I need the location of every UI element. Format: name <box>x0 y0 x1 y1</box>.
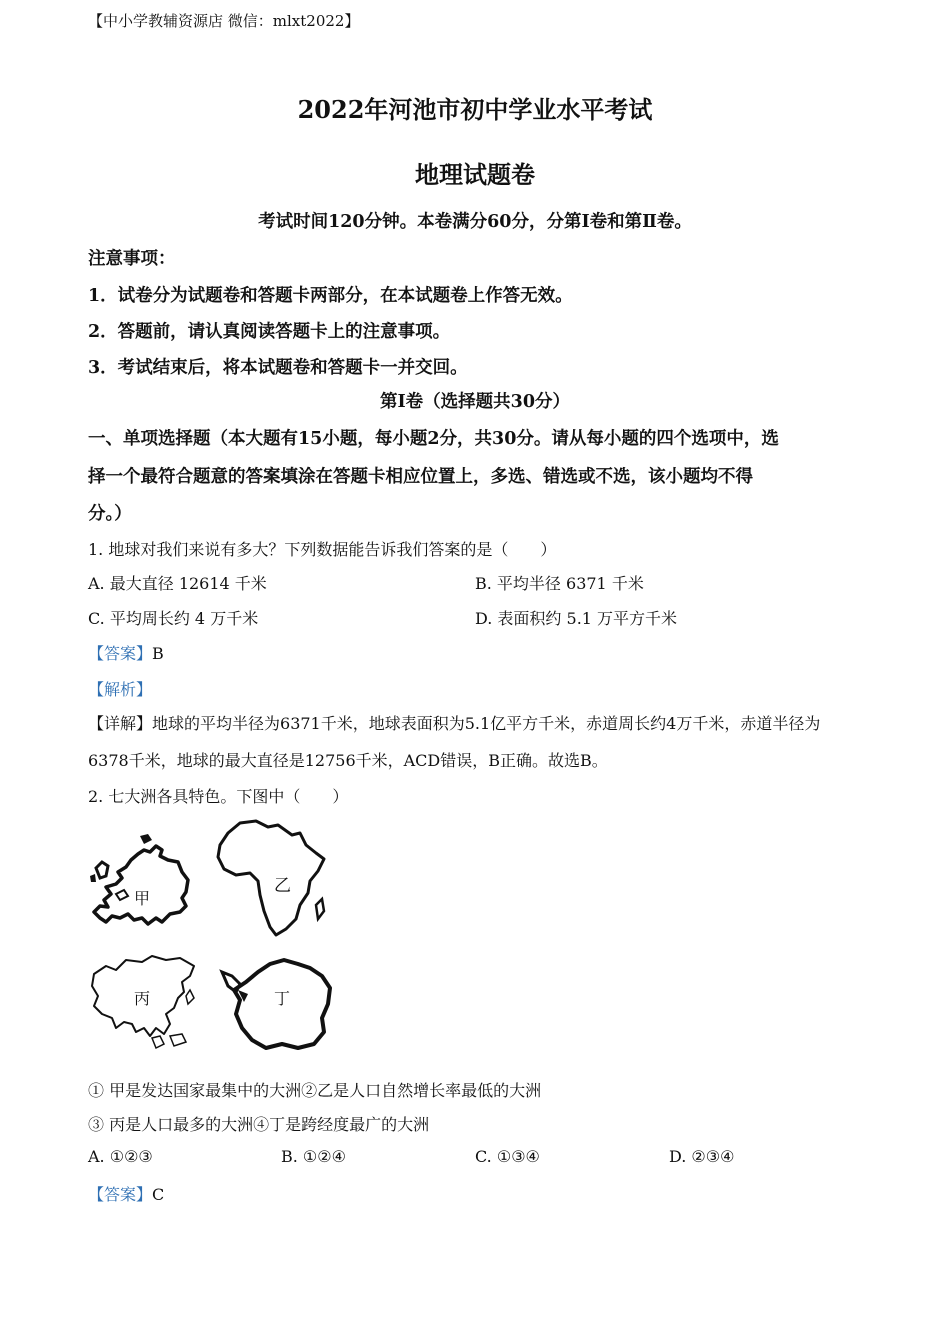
map-label-yi: 乙 <box>274 876 291 896</box>
asia-map <box>86 952 201 1054</box>
q1-option-d: D. 表面积约 5.1 万平方千米 <box>475 609 678 628</box>
q2-stem: 2. 七大洲各具特色。下图中（ ） <box>88 787 349 806</box>
section1-instructions-line-2: 择一个最符合题意的答案填涂在答题卡相应位置上，多选、错选或不选，该小题均不得 <box>88 467 753 487</box>
q1-option-c: C. 平均周长约 4 万千米 <box>88 609 259 628</box>
map-label-ding: 丁 <box>274 989 291 1008</box>
map-label-bing: 丙 <box>134 989 151 1008</box>
q1-detail-label: 【详解】 <box>88 714 153 733</box>
q2-option-b: B. ①②④ <box>281 1147 346 1166</box>
q2-answer-row <box>88 1182 164 1205</box>
note-item-3: 3．考试结束后，将本试题卷和答题卡一并交回。 <box>88 358 468 378</box>
exam-info: 考试时间120分钟。本卷满分60分，分第Ⅰ卷和第Ⅱ卷。 <box>258 212 692 232</box>
q1-stem: 1. 地球对我们来说有多大？下列数据能告诉我们答案的是（ ） <box>88 540 557 559</box>
q1-answer: B <box>152 644 164 663</box>
section1-instructions-line-3: 分。） <box>88 504 132 524</box>
q2-answer: C <box>152 1185 165 1204</box>
europe-map <box>86 832 196 932</box>
q1-analysis-label: 【解析】 <box>88 680 153 699</box>
exam-subtitle: 地理试题卷 <box>415 160 535 189</box>
q1-detail-line-1 <box>88 711 820 734</box>
note-item-2: 2．答题前，请认真阅读答题卡上的注意事项。 <box>88 322 451 342</box>
africa-map <box>212 815 332 940</box>
note-item-1: 1．试卷分为试题卷和答题卡两部分，在本试题卷上作答无效。 <box>88 286 573 306</box>
q2-option-a: A. ①②③ <box>88 1147 153 1166</box>
notes-heading: 注意事项： <box>88 249 176 269</box>
q1-option-a: A. 最大直径 12614 千米 <box>88 574 267 593</box>
q2-statement-1: ① 甲是发达国家最集中的大洲②乙是人口自然增长率最低的大洲 <box>88 1081 542 1100</box>
map-label-jia: 甲 <box>134 889 151 908</box>
q2-statement-2: ③ 丙是人口最多的大洲④丁是跨经度最广的大洲 <box>88 1115 430 1134</box>
q1-answer-row <box>88 641 164 664</box>
exam-title: 2022年河池市初中学业水平考试 <box>297 95 653 124</box>
antarctica-map <box>218 952 336 1054</box>
page-header: 【中小学教辅资源店 微信：mlxt2022】 <box>88 12 360 30</box>
q1-detail-text-1: 地球的平均半径为6371千米，地球表面积为5.1亿平方千米，赤道周长约4万千米，赤道半径为 <box>152 714 821 733</box>
section1-title: 第Ⅰ卷（选择题共30分） <box>379 392 571 412</box>
q2-answer-label: 【答案】 <box>88 1185 153 1204</box>
q1-detail-line-2: 6378千米，地球的最大直径是12756千米，ACD错误，B正确。故选B。 <box>88 751 608 770</box>
q1-option-b: B. 平均半径 6371 千米 <box>475 574 644 593</box>
section1-instructions-line-1: 一、单项选择题（本大题有15小题，每小题2分，共30分。请从每小题的四个选项中，选 <box>88 429 779 449</box>
q2-option-d: D. ②③④ <box>669 1147 735 1166</box>
q2-option-c: C. ①③④ <box>475 1147 540 1166</box>
q1-answer-label: 【答案】 <box>88 644 153 663</box>
